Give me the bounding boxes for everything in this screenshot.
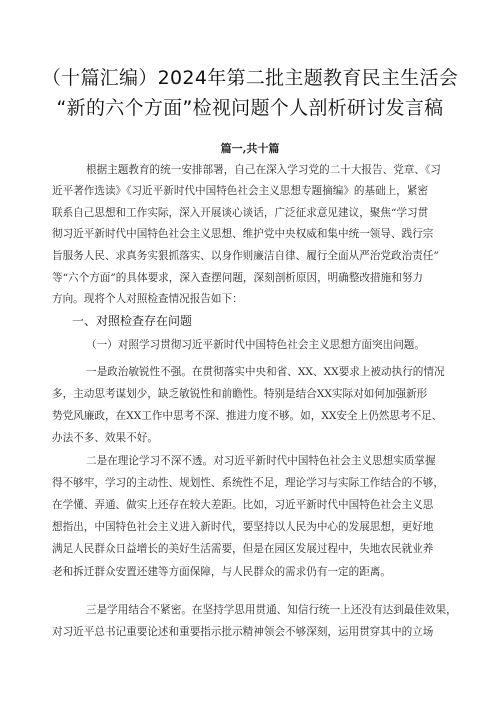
body-line: 办法不多、效果不好。 [52, 432, 158, 444]
intro-line: 近平著作选读》《习近平新时代中国特色社会主义思想专题摘编》的基础上，紧密 [52, 185, 429, 197]
intro-line: 旨服务人民、求真务实狠抓落实、以身作则廉洁自律、履行全面从严治党政治责任” [52, 250, 439, 262]
body-line: 在学懂、弄通、做实上还存在较大差距。比如，习近平新时代中国特色社会主义思 [52, 499, 434, 511]
document-title-line-1: （十篇汇编）2024年第二批主题教育民主生活会 [41, 67, 459, 89]
intro-line: 等“六个方面”的具体要求，深入查摆问题，深刻剖析原因，明确整改措施和努力 [52, 272, 424, 284]
body-line: 三是学用结合不紧密。在坚持学思用贯通、知信行统一上还没有达到最佳效果， [86, 604, 457, 616]
intro-line: 根据主题教育的统一安排部署，自己在深入学习党的二十大报告、党章、《习 [86, 164, 441, 176]
body-line: 势党风廉政，在XX工作中思考不深、推进力度不够。如，XX安全上仍然思考不足、 [52, 410, 443, 422]
body-line: 满足人民群众日益增长的美好生活需要，但是在园区发展过程中，失地农民就业养 [52, 543, 434, 555]
body-line: 二是在理论学习不深不透。对习近平新时代中国特色社会主义思想实质掌握 [86, 455, 436, 467]
intro-line: 联系自己思想和工作实际，深入开展谈心谈话，广泛征求意见建议，聚焦“学习贯 [52, 207, 429, 219]
subsection-heading: （一）对照学习贯彻习近平新时代中国特色社会主义思想方面突出问题。 [86, 339, 425, 351]
body-line: 对习近平总书记重要论述和重要指示批示精神领会不够深刻，运用贯穿其中的立场 [52, 626, 434, 638]
body-line: 一是政治敏锐性不强。在贯彻落实中央和省、XX、XX要求上被动执行的情况 [86, 366, 445, 378]
intro-line: 方向。现将个人对照检查情况报告如下： [52, 293, 243, 305]
body-line: 想指出，中国特色社会主义进入新时代，要坚持以人民为中心的发展思想，更好地 [52, 521, 434, 533]
body-line: 老和拆迁群众安置还建等方面保障，与人民群众的需求仍有一定的距离。 [52, 566, 391, 578]
section-heading: 一、对照检查存在问题 [72, 314, 193, 328]
article-number: 篇一,共十篇 [220, 142, 280, 155]
body-line: 多，主动思考谋划少，缺乏敏锐性和前瞻性。特别是结合XX实际对如何加强新形 [52, 388, 428, 400]
document-title-line-2: “新的六个方面”检视问题个人剖析研讨发言稿 [56, 97, 444, 119]
intro-line: 彻习近平新时代中国特色社会主义思想、维护党中央权威和集中统一领导、践行宗 [52, 228, 434, 240]
body-line: 得不够牢，学习的主动性、规划性、系统性不足，理论学习与实际工作结合的不够， [52, 477, 444, 489]
